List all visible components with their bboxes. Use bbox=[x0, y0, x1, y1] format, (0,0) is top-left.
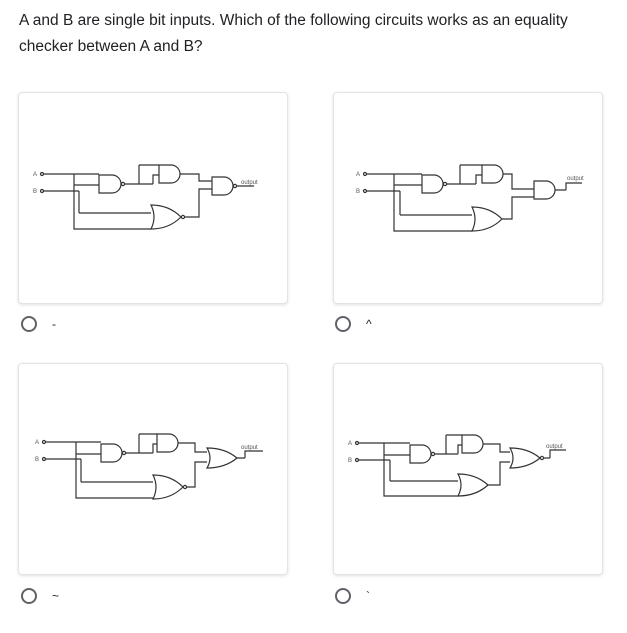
option-card-2[interactable] bbox=[333, 92, 603, 304]
option-3-radio[interactable] bbox=[21, 588, 37, 604]
circuit-diagram-2 bbox=[334, 93, 602, 303]
circuit-diagram-1 bbox=[19, 93, 287, 303]
output-label: output bbox=[567, 176, 584, 182]
option-card-4[interactable] bbox=[333, 363, 603, 575]
input-a-label: A bbox=[35, 440, 40, 446]
option-1-radio[interactable] bbox=[21, 316, 37, 332]
option-4-label: ` bbox=[366, 589, 370, 603]
question-text: A and B are single bit inputs. Which of the following circuits works as an equality checker between A and B? bbox=[19, 12, 568, 55]
input-b-label: B bbox=[35, 457, 40, 463]
option-2-radio[interactable] bbox=[335, 316, 351, 332]
output-label: output bbox=[241, 445, 258, 451]
option-card-1[interactable] bbox=[18, 92, 288, 304]
input-b-label: B bbox=[356, 189, 361, 195]
input-b-label: B bbox=[348, 458, 353, 464]
input-a-label: A bbox=[33, 172, 38, 178]
circuit-diagram-3 bbox=[19, 364, 287, 574]
output-label: output bbox=[546, 444, 563, 450]
input-b-label: B bbox=[33, 189, 38, 195]
circuit-diagram-4 bbox=[334, 364, 602, 574]
option-3-label: ~ bbox=[52, 589, 60, 603]
option-card-3[interactable] bbox=[18, 363, 288, 575]
output-label: output bbox=[241, 180, 258, 186]
input-a-label: A bbox=[348, 441, 353, 447]
option-1-label: - bbox=[52, 317, 56, 331]
option-4-radio[interactable] bbox=[335, 588, 351, 604]
input-a-label: A bbox=[356, 172, 361, 178]
option-2-label: ^ bbox=[366, 317, 372, 331]
